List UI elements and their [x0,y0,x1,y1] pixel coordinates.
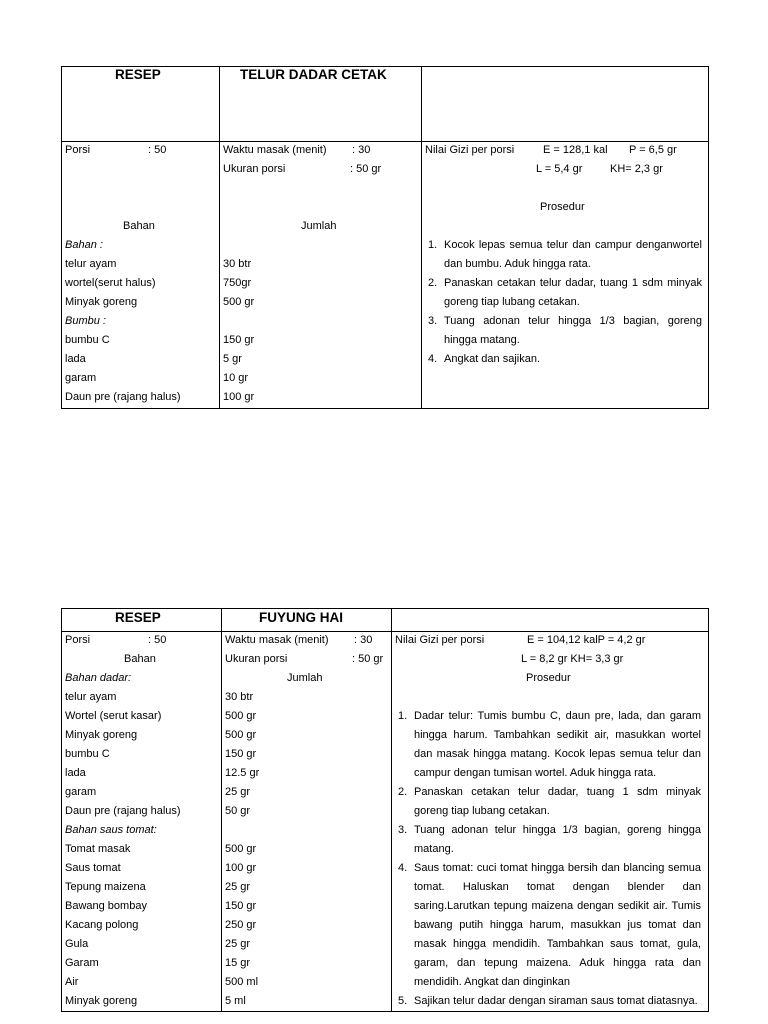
ingredient-name: Garam [65,957,99,969]
recipe-title: TELUR DADAR CETAK [240,67,387,82]
porsi-label: Porsi [65,634,91,646]
ingredient-name-column [65,669,181,1011]
ingredient-amount: 10 gr [223,372,249,384]
porsi-label: Porsi [65,144,91,156]
ukuran-value: : 50 gr [350,163,382,175]
ingredient-name: lada [65,353,86,365]
ingredient-amount: 500 gr [225,710,257,722]
step-text: Tuang adonan telur hingga 1/3 bagian, goreng hingga matang. [414,824,701,855]
ukuran-label: Ukuran porsi [223,163,286,175]
ingredient-name: Bawang bombay [65,900,147,912]
waktu-value: : 30 [354,634,373,646]
procedure-steps [421,236,702,369]
ukuran-value: : 50 gr [352,653,384,665]
procedure-step [391,707,701,783]
ingredient-name: Wortel (serut kasar) [65,710,162,722]
ingredient-name: telur ayam [65,258,117,270]
karbo-value: KH= 2,3 gr [610,163,663,175]
step-number: 1. [398,710,408,722]
ingredient-amount: 25 gr [225,938,251,950]
ingredient-amount: 500 gr [223,296,255,308]
ukuran-label: Ukuran porsi [225,653,288,665]
ingredient-name: Saus tomat [65,862,121,874]
column-divider [219,67,220,408]
step-number: 2. [398,786,408,798]
step-text: Panaskan cetakan telur dadar, tuang 1 sdm minyak goreng tiap lubang cetakan. [414,786,701,817]
ingredient-amount: 150 gr [225,900,257,912]
ingredient-amount: 100 gr [225,862,257,874]
prosedur-header: Prosedur [540,201,585,213]
step-text: Panaskan cetakan telur dadar, tuang 1 sdm minyak goreng tiap lubang cetakan. [444,277,702,308]
ingredient-amount: 150 gr [225,748,257,760]
ingredient-name: Daun pre (rajang halus) [65,805,181,817]
procedure-step [391,992,701,1011]
ingredient-name: Air [65,976,79,988]
ingredient-name: Minyak goreng [65,729,138,741]
ingredient-amount: 15 gr [225,957,251,969]
jumlah-header: Jumlah [301,220,337,232]
step-text: Dadar telur: Tumis bumbu C, daun pre, lada, dan garam hingga harum. Tambahkan sedikit air, masukkan wortel dan masak hingga matang. Kocok lepas semua telur dan campur dengan tumisan wortel. Aduk hingga rata. [414,710,701,779]
waktu-label: Waktu masak (menit) [225,634,329,646]
procedure-step [391,821,701,859]
column-divider [221,609,222,1011]
lemak-karbo-value: L = 8,2 gr KH= 3,3 gr [521,653,624,665]
ingredient-name: Minyak goreng [65,995,138,1007]
ingredient-amount: 30 btr [223,258,252,270]
step-number: 5. [398,995,408,1007]
waktu-label: Waktu masak (menit) [223,144,327,156]
ingredient-amount-column [225,688,259,1011]
energi-protein-value: E = 104,12 kalP = 4,2 gr [527,634,646,646]
step-number: 2. [428,277,438,289]
waktu-value: : 30 [352,144,371,156]
step-text: Angkat dan sajikan. [444,353,541,365]
step-number: 1. [428,239,438,251]
ingredient-name: bumbu C [65,748,110,760]
procedure-step [391,859,701,992]
ingredient-amount: 750gr [223,277,252,289]
ingredient-amount [223,312,254,331]
porsi-value: : 50 [148,144,167,156]
ingredient-amount: 100 gr [223,391,255,403]
ingredient-amount: 5 ml [225,995,246,1007]
ingredient-amount: 5 gr [223,353,242,365]
procedure-steps [391,707,701,1011]
ingredient-name: Kacang polong [65,919,139,931]
ingredient-amount: 50 gr [225,805,251,817]
lemak-value: L = 5,4 gr [536,163,583,175]
ingredient-amount: 150 gr [223,334,255,346]
procedure-step [421,350,702,369]
procedure-step [421,312,702,350]
resep-label: RESEP [115,67,161,82]
ingredient-name: Daun pre (rajang halus) [65,391,181,403]
ingredient-amount: 500 gr [225,843,257,855]
ingredient-amount: 250 gr [225,919,257,931]
bahan-header: Bahan [123,220,155,232]
step-number: 4. [398,862,408,874]
bahan-header: Bahan [124,653,156,665]
ingredient-name: Tomat masak [65,843,131,855]
energi-value: E = 128,1 kal [543,144,608,156]
ingredient-name: garam [65,786,97,798]
jumlah-header: Jumlah [287,672,323,684]
step-number: 4. [428,353,438,365]
resep-label: RESEP [115,610,161,625]
ingredient-amount [225,821,259,840]
nilai-gizi-label: Nilai Gizi per porsi [395,634,485,646]
ingredient-amount: 30 btr [225,691,254,703]
ingredient-name: Gula [65,938,89,950]
ingredient-amount: 500 gr [225,729,257,741]
ingredient-name: Bahan dadar: [65,672,132,684]
step-text: Kocok lepas semua telur dan campur denganwortel dan bumbu. Aduk hingga rata. [444,239,702,270]
nilai-gizi-label: Nilai Gizi per porsi [425,144,515,156]
ingredient-name-column [65,236,181,407]
ingredient-amount: 25 gr [225,786,251,798]
ingredient-name: lada [65,767,86,779]
ingredient-name: wortel(serut halus) [65,277,156,289]
ingredient-name: bumbu C [65,334,110,346]
procedure-step [421,236,702,274]
ingredient-name: Bahan : [65,239,103,251]
porsi-value: : 50 [148,634,167,646]
step-number: 3. [428,315,438,327]
ingredient-name: Minyak goreng [65,296,138,308]
step-text: Sajikan telur dadar dengan siraman saus tomat diatasnya. [414,995,698,1007]
procedure-step [391,783,701,821]
step-text: Saus tomat: cuci tomat hingga bersih dan blancing semua tomat. Haluskan tomat dengan blender dan saring.Larutkan tepung maizena dengan sedikit air. Tumis bawang putih hingga harum, masukkan jus tomat dan masak hingga mendidih. Tambahkan saus tomat, gula, garam, dan tepung maizena. Aduk hingga rata dan mendidih. Angkat dan dinginkan [414,862,701,988]
ingredient-name: Bahan saus tomat: [65,824,157,836]
protein-value: P = 6,5 gr [629,144,677,156]
ingredient-amount: 500 ml [225,976,259,988]
ingredient-name: Tepung maizena [65,881,146,893]
ingredient-name: garam [65,372,97,384]
recipe-title: FUYUNG HAI [259,610,343,625]
procedure-step [421,274,702,312]
ingredient-name: Bumbu : [65,315,106,327]
step-number: 3. [398,824,408,836]
step-text: Tuang adonan telur hingga 1/3 bagian, goreng hingga matang. [444,315,702,346]
ingredient-amount [223,236,254,255]
prosedur-header: Prosedur [526,672,571,684]
ingredient-amount: 25 gr [225,881,251,893]
ingredient-amount: 12.5 gr [225,767,260,779]
ingredient-amount-column [223,236,254,407]
ingredient-name: telur ayam [65,691,117,703]
